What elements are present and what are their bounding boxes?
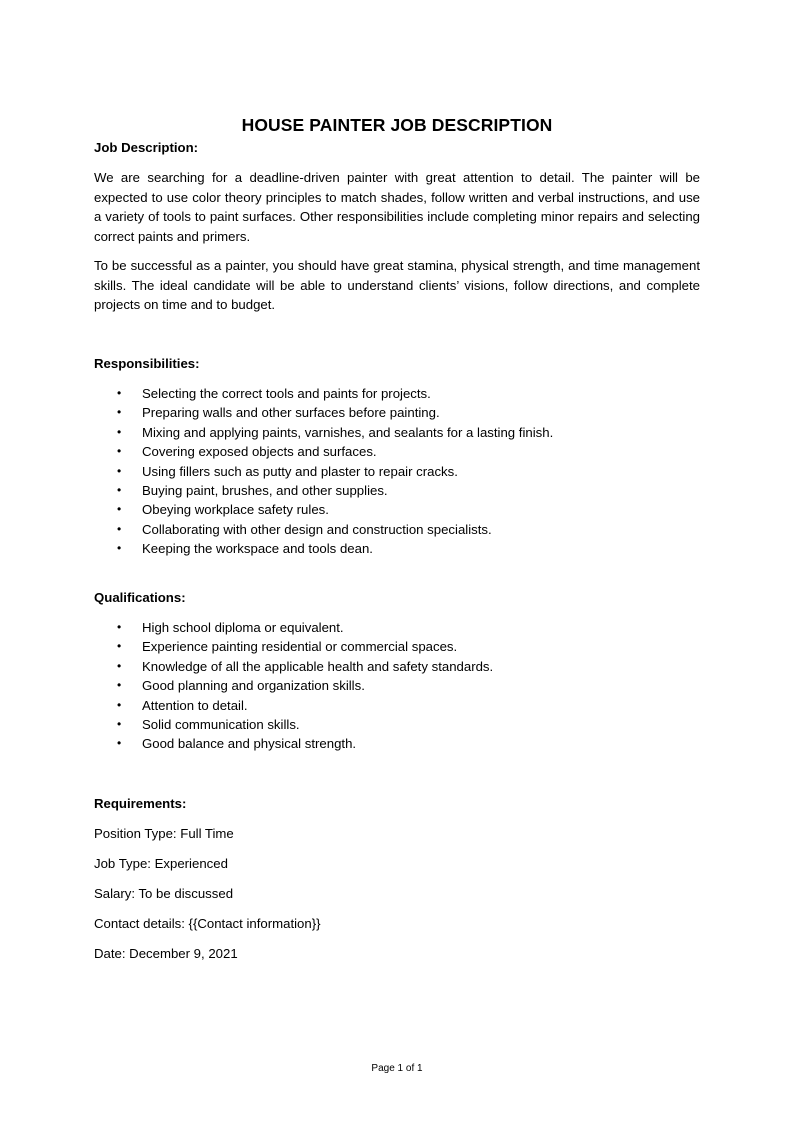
bullet-icon: • [117, 386, 122, 400]
bullet-icon: • [117, 502, 122, 517]
requirements-heading: Requirements: [94, 796, 187, 811]
document-title: HOUSE PAINTER JOB DESCRIPTION [241, 115, 553, 135]
list-item [94, 520, 700, 539]
list-item [94, 500, 700, 519]
bullet-icon: • [117, 463, 122, 478]
job-description-paragraph-2: To be successful as a painter, you should have great stamina, physical strength, and time management skills. The ideal candidate will be able to understand clients’ visions, follow directions, and complete projects on time and to budget. [94, 258, 700, 313]
page-footer: Page 1 of 1 [371, 1063, 423, 1074]
bullet-icon: • [117, 424, 122, 439]
bullet-icon: • [117, 521, 122, 536]
bullet-icon: • [117, 717, 122, 732]
position-type: Position Type: Full Time [94, 826, 234, 841]
list-item-text: Obeying workplace safety rules. [142, 502, 329, 518]
bullet-icon: • [117, 658, 122, 673]
bullet-icon: • [117, 444, 122, 459]
list-item-text: Keeping the workspace and tools dean. [142, 541, 373, 557]
qualifications-list [94, 618, 700, 754]
bullet-icon: • [117, 620, 122, 634]
list-item-text: High school diploma or equivalent. [142, 620, 344, 635]
list-item [94, 715, 700, 734]
list-item [94, 539, 700, 558]
list-item-text: Attention to detail. [142, 697, 248, 713]
bullet-icon: • [117, 483, 122, 498]
list-item-text: Mixing and applying paints, varnishes, and sealants for a lasting finish. [142, 424, 554, 440]
bullet-icon: • [117, 736, 122, 751]
list-item [94, 423, 700, 442]
list-item-text: Using fillers such as putty and plaster to repair cracks. [142, 463, 458, 479]
responsibilities-list [94, 384, 700, 559]
list-item [94, 676, 700, 695]
qualifications-heading: Qualifications: [94, 590, 186, 605]
document-page [94, 0, 700, 1122]
bullet-icon: • [117, 405, 122, 420]
bullet-icon: • [117, 678, 122, 693]
list-item [94, 442, 700, 461]
job-description-heading: Job Description: [94, 140, 199, 155]
salary: Salary: To be discussed [94, 886, 234, 901]
job-type: Job Type: Experienced [94, 856, 228, 871]
list-item [94, 481, 700, 500]
list-item-text: Buying paint, brushes, and other supplies. [142, 483, 388, 499]
bullet-icon: • [117, 697, 122, 712]
list-item [94, 462, 700, 481]
list-item [94, 384, 700, 403]
list-item [94, 734, 700, 753]
job-description-paragraph-1: We are searching for a deadline-driven painter with great attention to detail. The painter will be expected to use color theory principles to match shades, follow written and verbal instructions, and use a variety of tools to paint surfaces. Other responsibilities include completing minor repairs and selecting correct paints and primers. [94, 170, 700, 244]
bullet-icon: • [117, 541, 122, 556]
list-item-text: Covering exposed objects and surfaces. [142, 444, 377, 460]
list-item-text: Good balance and physical strength. [142, 736, 357, 752]
list-item-text: Preparing walls and other surfaces before painting. [142, 405, 440, 421]
list-item-text: Knowledge of all the applicable health and safety standards. [142, 658, 494, 674]
bullet-icon: • [117, 639, 122, 654]
responsibilities-heading: Responsibilities: [94, 356, 200, 371]
list-item [94, 403, 700, 422]
date: Date: December 9, 2021 [94, 946, 238, 961]
list-item-text: Selecting the correct tools and paints for projects. [142, 386, 431, 401]
list-item-text: Solid communication skills. [142, 717, 300, 733]
list-item-text: Experience painting residential or commercial spaces. [142, 639, 458, 655]
list-item [94, 657, 700, 676]
contact-details: Contact details: {{Contact information}} [94, 916, 321, 931]
list-item [94, 618, 700, 637]
list-item-text: Good planning and organization skills. [142, 678, 365, 694]
list-item-text: Collaborating with other design and construction specialists. [142, 521, 492, 537]
list-item [94, 696, 700, 715]
list-item [94, 637, 700, 656]
